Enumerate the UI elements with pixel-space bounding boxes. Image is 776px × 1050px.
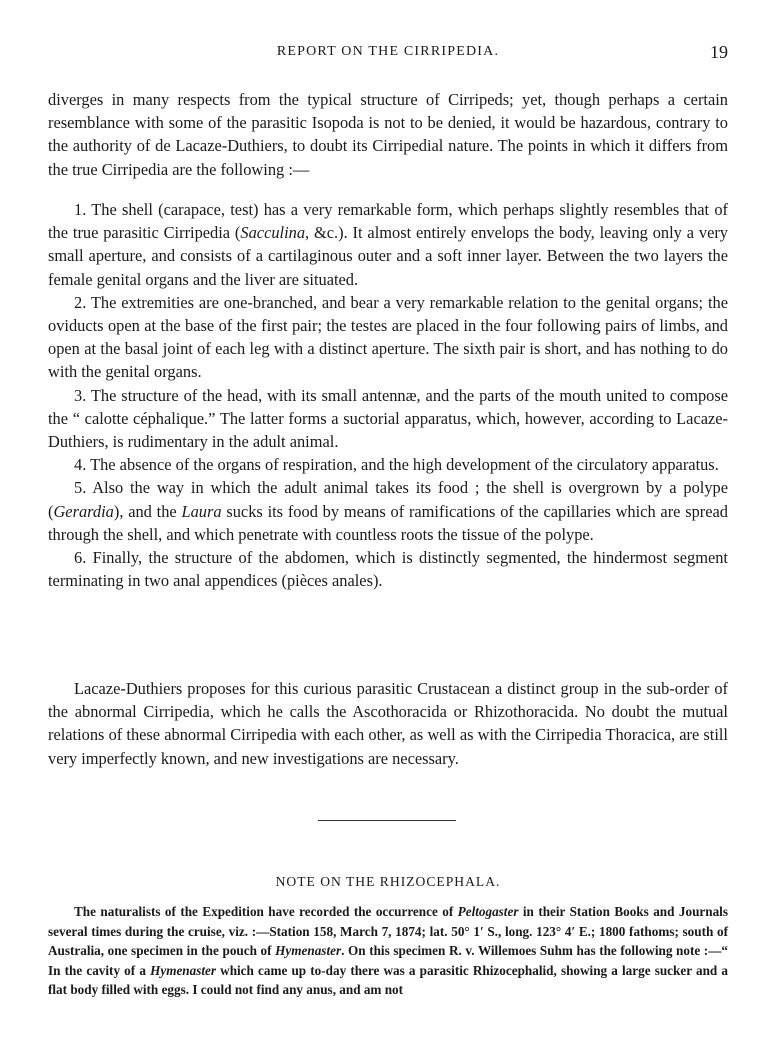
conclusion-paragraph: Lacaze-Duthiers proposes for this curious parasitic Crustacean a distinct group in the sub-order of the abnormal Cirripedia, which he calls the Ascothoracida or Rhizothoracida. No doubt the mutual relations of these abnormal Cirripedia with each other, as well as with the Cirripedia Thoracica, are still very imperfectly known, and new investigations are necessary. xyxy=(48,679,728,768)
intro-paragraph-block xyxy=(48,88,728,181)
note-genus-hymenaster-2: Hymenaster xyxy=(150,962,217,978)
note-text-a: The naturalists of the Expedition have recorded the occurrence of xyxy=(74,904,458,919)
differences-list xyxy=(48,198,728,592)
conclusion-block xyxy=(48,677,728,770)
point-4: 4. The absence of the organs of respiration, and the high development of the circulatory apparatus. xyxy=(74,455,719,475)
note-text-e: . On this specimen R. v. Willemoes Suhm has the following note :—“ In the cavity of a xyxy=(48,943,728,978)
point-1-text-a: 1. The shell (carapace, test) has a very remarkable form, which perhaps slightly resembles that of the true parasitic Cirripedia ( xyxy=(48,200,728,243)
point-1-genus-sacculina: Sacculina xyxy=(240,223,306,243)
note-heading: NOTE ON THE RHIZOCEPHALA. xyxy=(275,874,501,889)
point-5-text-e: sucks its food by means of ramifications of the capillaries which are spread through the shell, and which penetrate with countless roots the tissue of the polype. xyxy=(48,501,728,544)
page-number: 19 xyxy=(710,42,728,62)
point-5-genus-gerardia: Gerardia xyxy=(53,501,114,521)
running-title: REPORT ON THE CIRRIPEDIA. xyxy=(276,44,500,59)
page-header xyxy=(48,42,728,66)
point-5-text-a: 5. Also the way in which the adult animal takes its food ; the shell is overgrown by a polype ( xyxy=(48,478,728,521)
point-5 xyxy=(48,476,728,546)
point-5-genus-laura: Laura xyxy=(181,501,222,521)
note-text-g: which came up to-day there was a parasitic Rhizocephalid, showing a large sucker and a flat body filled with eggs. I could not find any anus, and am not xyxy=(48,962,728,998)
point-5-text-c: ), and the xyxy=(113,501,182,521)
point-6: 6. Finally, the structure of the abdomen, which is distinctly segmented, the hindermost segment terminating in two anal appendices (pièces anales). xyxy=(48,548,728,591)
section-divider xyxy=(318,820,456,821)
note-block xyxy=(48,902,728,1000)
point-3: 3. The structure of the head, with its small antennæ, and the parts of the mouth united to compose the “ calotte céphalique.” The latter forms a suctorial apparatus, which, however, according to Lacaze-Duthiers, is rudimentary in the adult animal. xyxy=(48,385,728,452)
intro-paragraph: diverges in many respects from the typical structure of Cirripeds; yet, though perhaps a certain resemblance with some of the parasitic Isopoda is not to be denied, it would be hazardous, contrary to the authority of de Lacaze-Duthiers, to doubt its Cirripedial nature. The points in which it differs from the true Cirripedia are the following :— xyxy=(48,90,728,179)
note-paragraph xyxy=(48,902,728,1000)
point-2: 2. The extremities are one-branched, and bear a very remarkable relation to the genital organs; the oviducts open at the base of the first pair; the testes are placed in the four following pairs of limbs, and open at the basal joint of each leg with a distinct aperture. The sixth pair is short, and has nothing to do with the genital organs. xyxy=(48,292,728,382)
point-1 xyxy=(48,198,728,291)
point-1-text-c: , &c.). It almost entirely envelops the body, leaving only a very small aperture, and consists of a cartilaginous outer and a soft inner layer. Between the two layers the female genital organs and the liver are situated. xyxy=(48,223,729,289)
note-genus-peltogaster: Peltogaster xyxy=(457,904,519,919)
note-text-c: in their Station Books and Journals several times during the cruise, viz. :—Station 158, March 7, 1874; lat. 50° 1′ S., long. 123° 4′ E.; 1800 fathoms; south of Australia, one specimen in the pouch of xyxy=(48,904,728,959)
note-genus-hymenaster: Hymenaster xyxy=(275,943,342,959)
